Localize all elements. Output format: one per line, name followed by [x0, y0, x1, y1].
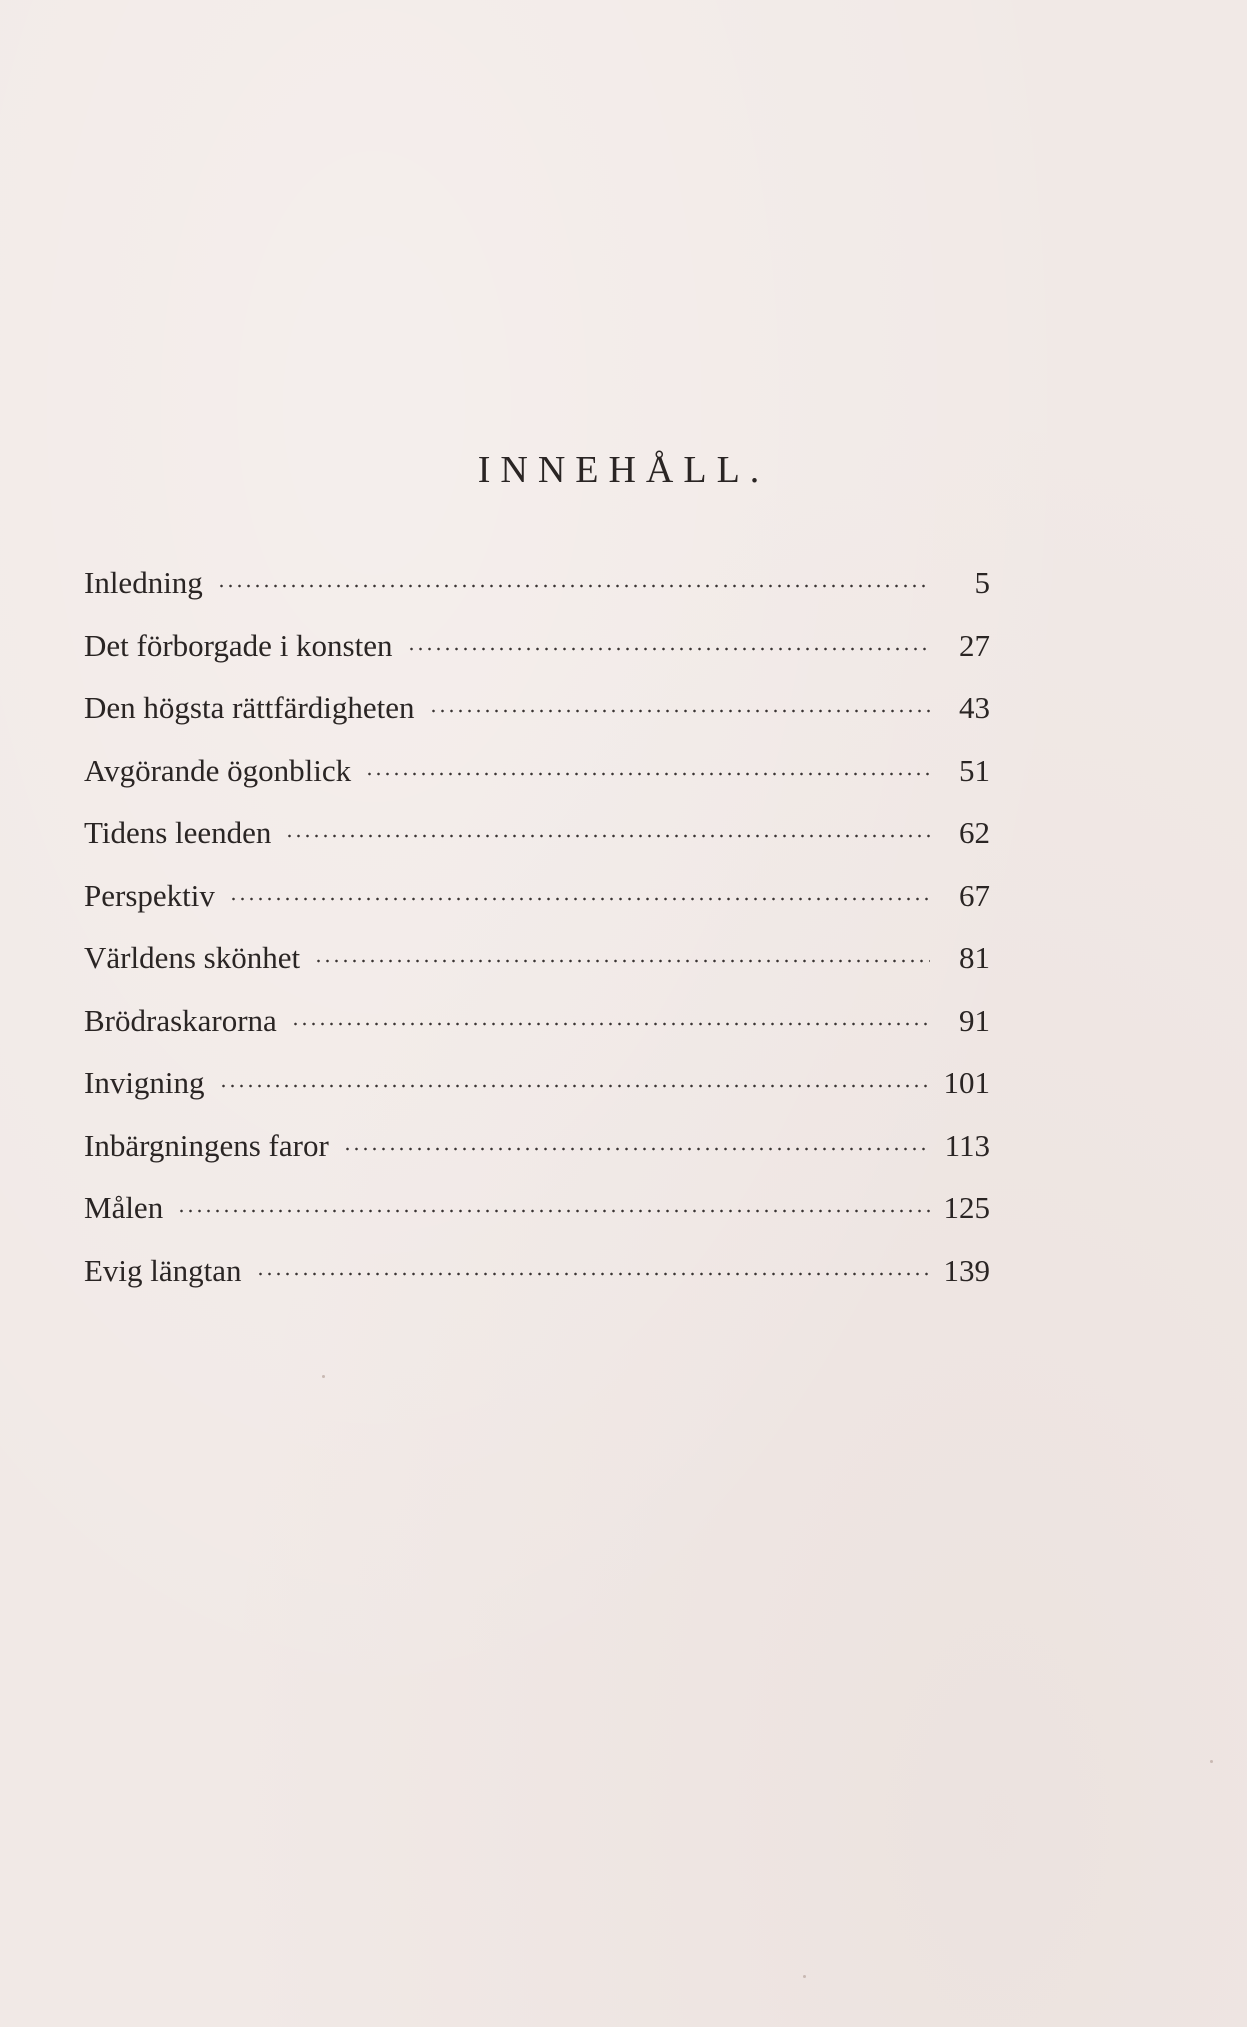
toc-entry-page: 91: [959, 1002, 990, 1038]
toc-entry: [84, 1052, 990, 1115]
dot-leader: [217, 584, 930, 588]
toc-entry-title: Målen: [84, 1190, 164, 1225]
toc-entry-title: Invigning: [84, 1065, 205, 1100]
toc-entry-title: Den högsta rättfärdigheten: [84, 690, 415, 725]
toc-entry-title: Perspektiv: [84, 877, 215, 913]
dot-leader: [177, 1209, 929, 1213]
dot-leader: [365, 772, 930, 776]
dot-leader: [429, 709, 930, 713]
toc-entry-title: Inledning: [84, 565, 203, 600]
toc-entry-page: 139: [943, 1252, 990, 1288]
toc-entry-page: 51: [959, 752, 990, 788]
dot-leader: [291, 1022, 930, 1026]
toc-entry: [84, 677, 990, 740]
toc-entry-page: 101: [943, 1065, 990, 1100]
dot-leader: [314, 959, 930, 963]
toc-entry: [84, 802, 990, 865]
dot-leader: [256, 1272, 930, 1276]
toc-entry-title: Brödraskarorna: [84, 1002, 277, 1038]
toc-entry-title: Inbärgningens faror: [84, 1127, 329, 1163]
paper-speck: [1210, 1760, 1213, 1763]
toc-entry: [84, 990, 990, 1053]
toc-entry: [84, 615, 990, 678]
toc-entry-title: Det förborgade i konsten: [84, 627, 393, 663]
dot-leader: [285, 834, 930, 838]
dot-leader: [229, 897, 930, 901]
toc-entry-title: Tidens leenden: [84, 815, 272, 850]
toc-entry: [84, 1240, 990, 1303]
paper-speck: [322, 1375, 325, 1378]
toc-entry-title: Världens skönhet: [84, 940, 301, 975]
table-of-contents: [84, 552, 990, 1302]
dot-leader: [343, 1147, 930, 1151]
toc-entry-page: 43: [959, 690, 990, 725]
toc-entry-page: 125: [943, 1190, 990, 1225]
toc-entry-page: 81: [959, 940, 990, 975]
toc-entry: [84, 1177, 990, 1240]
page-title: INNEHÅLL.: [477, 449, 770, 491]
toc-entry-page: 27: [959, 627, 990, 663]
toc-entry: [84, 552, 990, 615]
toc-entry: [84, 1115, 990, 1178]
toc-entry-page: 67: [959, 877, 990, 913]
toc-entry-page: 5: [974, 565, 990, 600]
toc-entry-page: 62: [959, 815, 990, 850]
toc-entry-page: 113: [944, 1127, 990, 1163]
toc-entry: [84, 927, 990, 990]
dot-leader: [407, 647, 931, 651]
toc-entry: [84, 865, 990, 928]
paper-speck: [803, 1975, 806, 1978]
toc-entry: [84, 740, 990, 803]
dot-leader: [219, 1084, 930, 1088]
toc-entry-title: Avgörande ögonblick: [84, 752, 352, 788]
toc-entry-title: Evig längtan: [84, 1252, 242, 1288]
